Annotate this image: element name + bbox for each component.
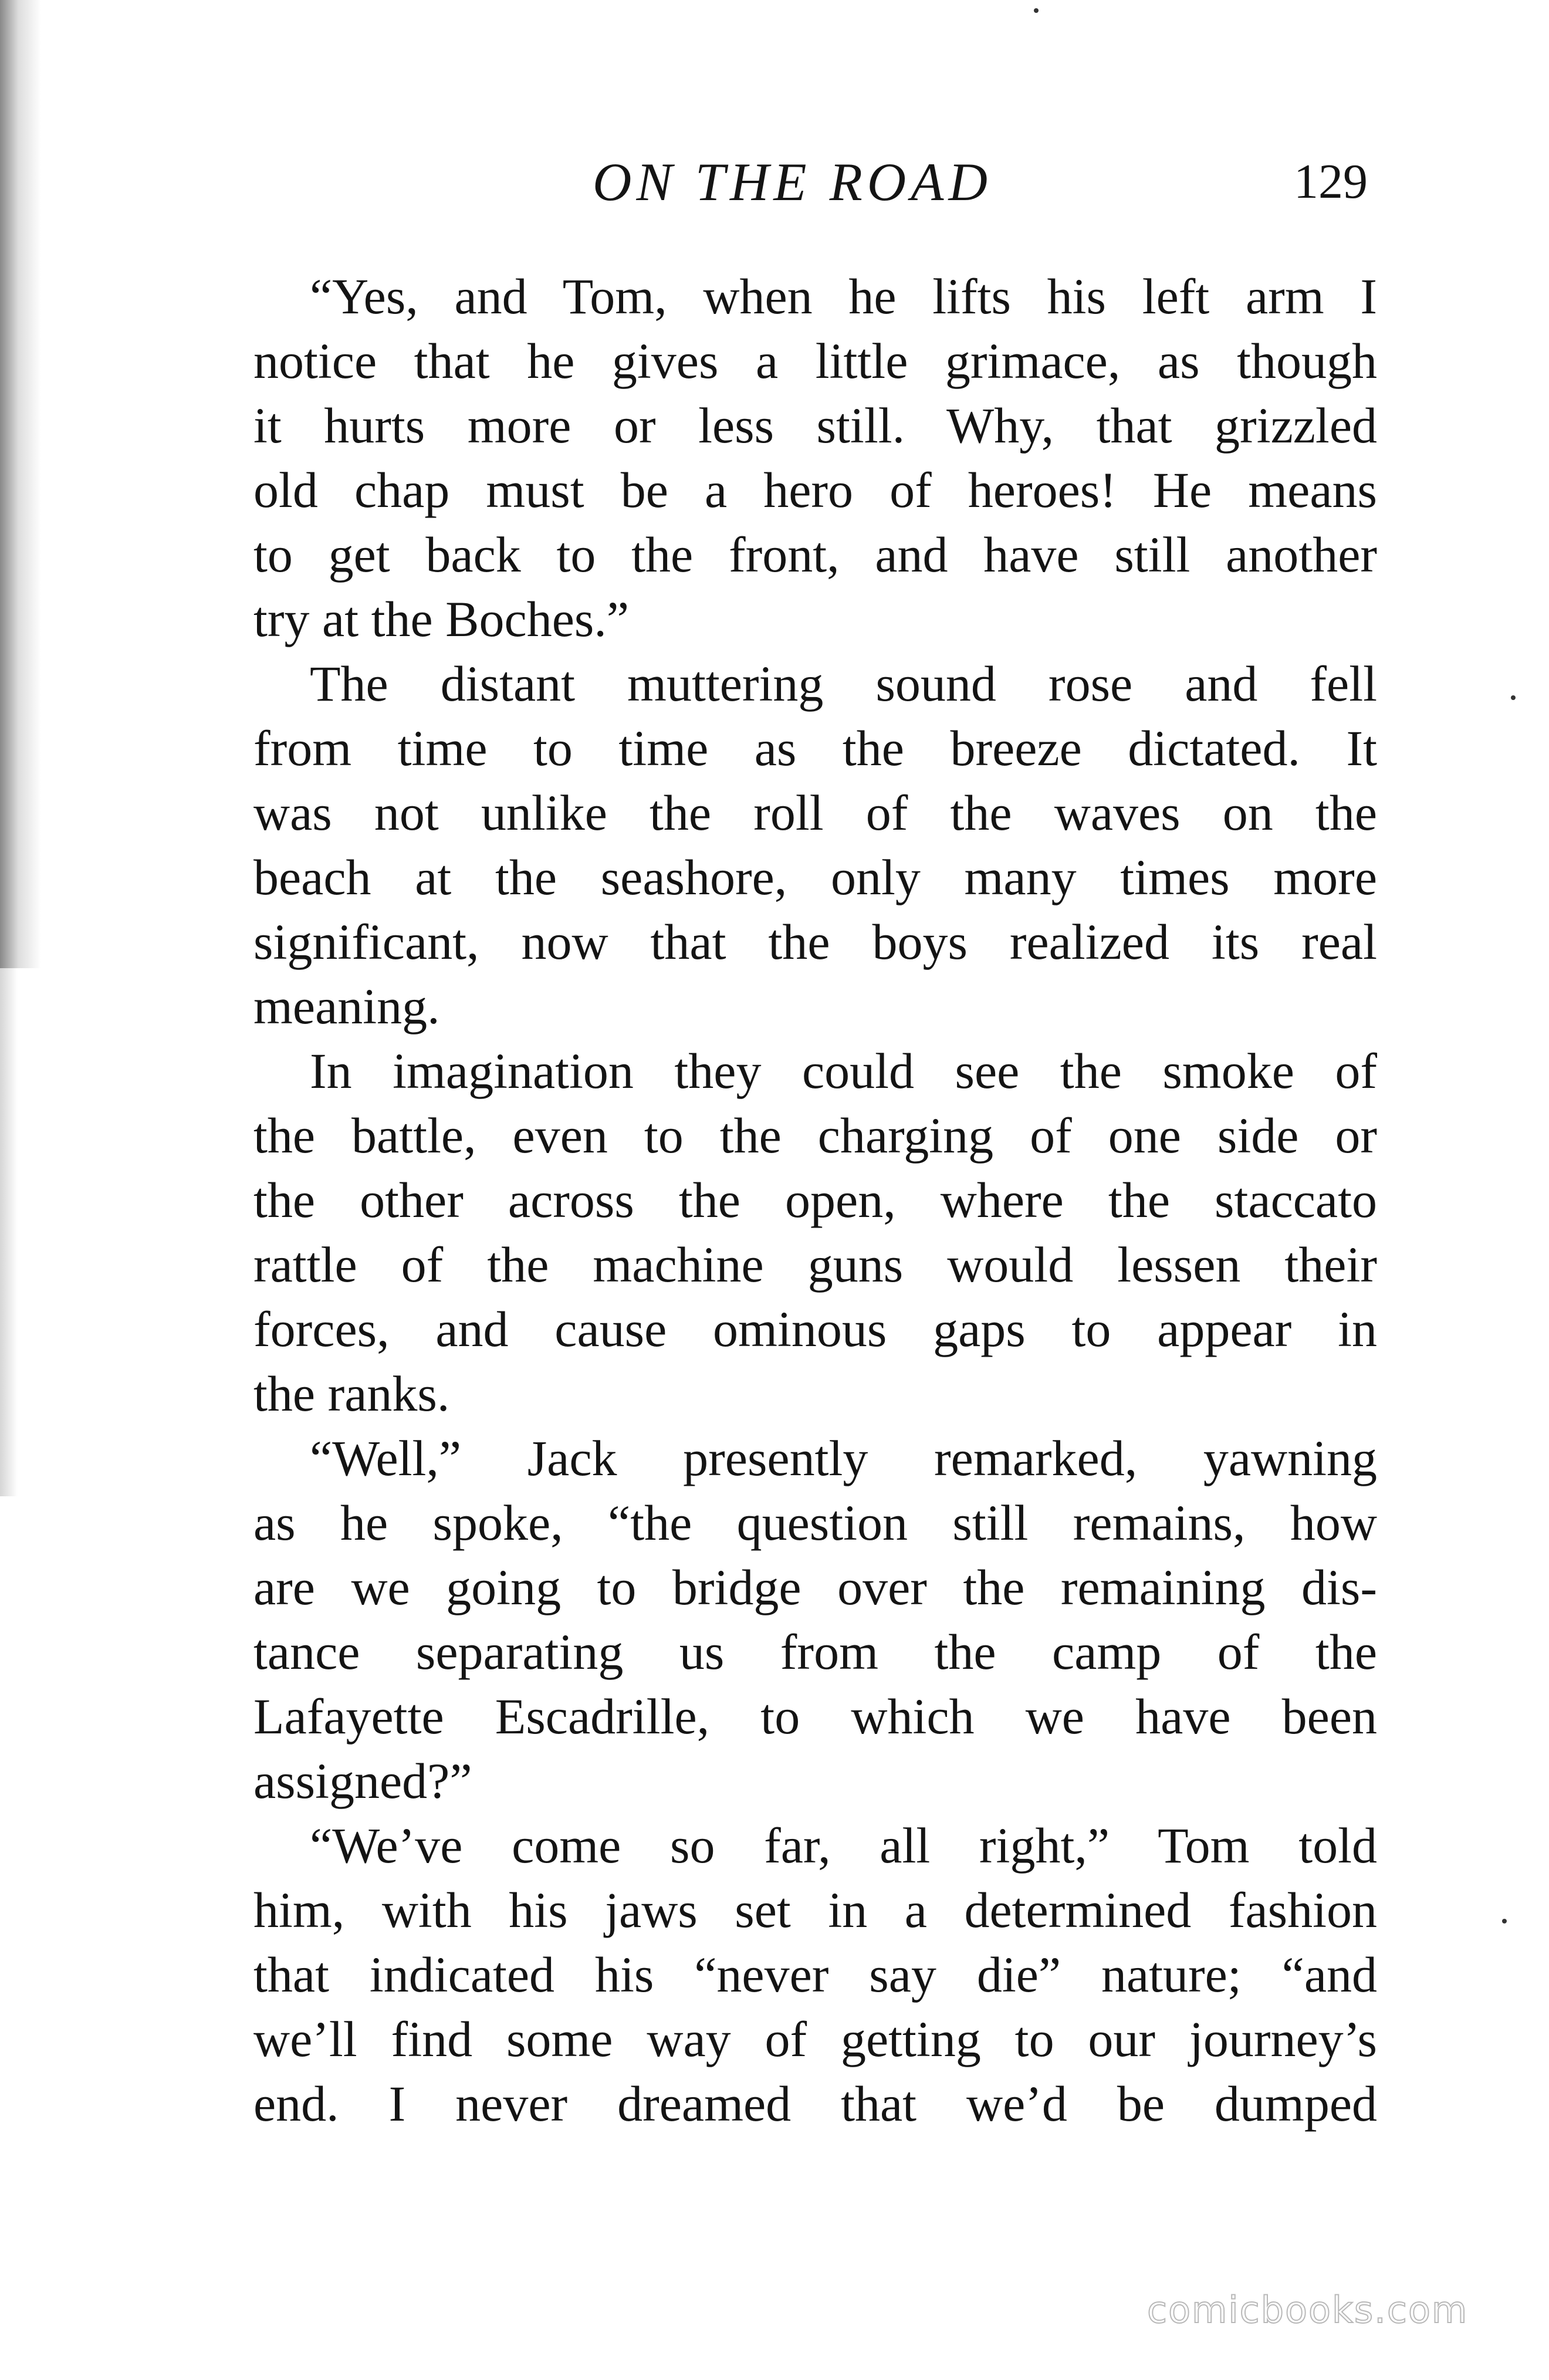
text-line: beach at the seashore, only many times more	[253, 849, 1377, 905]
text-line: Lafayette Escadrille, to which we have been	[253, 1688, 1377, 1745]
watermark-logo: comicbooks.com	[1147, 2288, 1469, 2331]
text-line: assigned?”	[253, 1753, 472, 1809]
scan-speck	[1511, 695, 1516, 700]
text-line: meaning.	[253, 978, 440, 1035]
text-line: we’ll find some way of getting to our journey’s	[253, 2011, 1377, 2067]
text-line: “Well,” Jack presently remarked, yawning	[310, 1430, 1377, 1486]
text-line: the ranks.	[253, 1365, 450, 1422]
text-line: significant, now that the boys realized its real	[253, 914, 1377, 970]
running-title: ON THE ROAD	[593, 152, 992, 212]
scan-speck	[1502, 1919, 1507, 1923]
text-line: “We’ve come so far, all right,” Tom told	[310, 1817, 1377, 1874]
running-head	[0, 147, 1549, 217]
text-line: that indicated his “never say die” nature; “and	[253, 1946, 1377, 2003]
text-line: notice that he gives a little grimace, as though	[253, 333, 1377, 389]
text-line: to get back to the front, and have still another	[253, 526, 1377, 583]
text-line: forces, and cause ominous gaps to appear in	[253, 1301, 1377, 1357]
text-line: tance separating us from the camp of the	[253, 1624, 1377, 1680]
text-line: are we going to bridge over the remaining dis-	[253, 1559, 1377, 1615]
text-line: him, with his jaws set in a determined fashion	[253, 1882, 1377, 1938]
text-line: try at the Boches.”	[253, 591, 630, 647]
scan-speck	[1034, 8, 1039, 13]
text-line: from time to time as the breeze dictated. It	[253, 720, 1377, 776]
body-text	[253, 264, 1377, 2136]
page-number: 129	[1294, 154, 1368, 209]
binding-shadow	[0, 0, 41, 968]
text-line: the battle, even to the charging of one side or	[253, 1107, 1377, 1164]
text-line: it hurts more or less still. Why, that grizzled	[253, 397, 1377, 454]
text-line: was not unlike the roll of the waves on the	[253, 785, 1377, 841]
text-line: “Yes, and Tom, when he lifts his left arm I	[310, 268, 1377, 324]
text-line: The distant muttering sound rose and fell	[310, 655, 1377, 712]
text-line: as he spoke, “the question still remains, how	[253, 1495, 1377, 1551]
text-line: rattle of the machine guns would lessen their	[253, 1236, 1377, 1293]
text-line: old chap must be a hero of heroes! He means	[253, 462, 1377, 518]
binding-shadow-lower	[0, 968, 18, 1496]
text-line: end. I never dreamed that we’d be dumped	[253, 2075, 1377, 2132]
text-line: In imagination they could see the smoke of	[310, 1043, 1377, 1099]
text-line: the other across the open, where the staccato	[253, 1172, 1377, 1228]
